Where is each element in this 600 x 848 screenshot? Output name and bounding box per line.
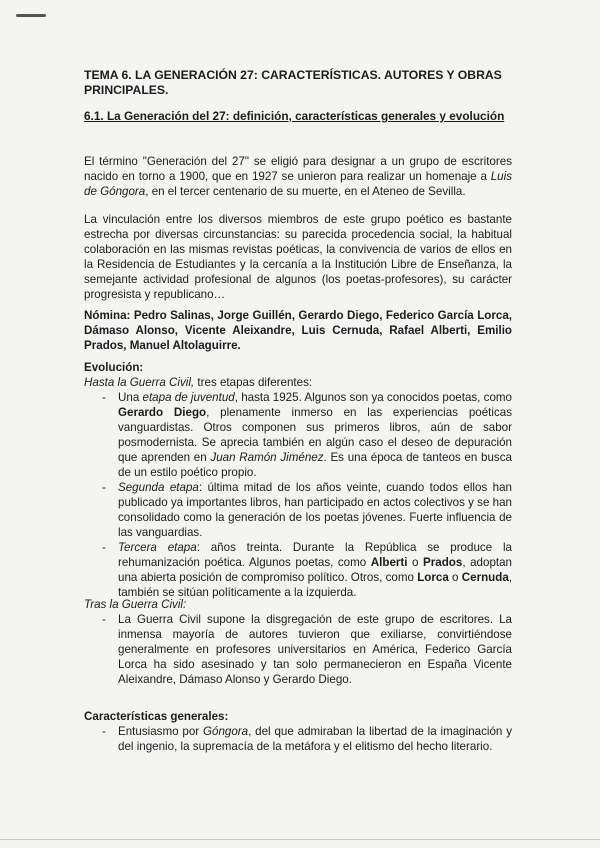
item-italic: Tercera etapa [118,541,197,554]
item-text: , plenamente inmerso en las experiencias poéticas vanguardistas. Otros componen sus primeros libros, aún de sabor posmodernista. Se aprecia también en algún caso el deseo de depuración que aprenden en [118,406,512,464]
caracteristicas-list [84,724,512,754]
scan-mark [16,14,46,17]
evolucion-list [84,390,512,600]
intro-p1-text: El término "Generación del 27" se eligió para designar a un grupo de escritores nacido en torno a 1900, que en 1927 se unieron para realizar un homenaje a [84,155,512,183]
item-italic: Segunda etapa [118,481,199,494]
item-text: , también se sitúan políticamente a la izquierda. [118,571,513,599]
list-dash: - [102,391,106,404]
intro-paragraph-2: La vinculación entre los diversos miembros de este grupo poético es bastante estrecha por diversas circunstancias: su parecida procedencia social, la habitual colaboración en las mismas revistas poéticas, la convivencia de varios de ellos en la Residencia de Estudiantes y la cercanía a la Institución Libre de Enseñanza, la semejante actividad profesional de algunos (los poetas-profesores), su carácter progresista y republicano… [84,213,512,301]
item-italic: etapa de juventud [142,391,235,404]
list-item [84,480,512,540]
list-dash: - [102,613,106,626]
item-text: : años treinta. Durante la República se produce la rehumanización poética. Algunos poetas, como [118,541,512,569]
nomina-paragraph: Nómina: Pedro Salinas, Jorge Guillén, Gerardo Diego, Federico García Lorca, Dámaso Alonso, Vicente Aleixandre, Luis Cernuda, Rafael Alberti, Emilio Prados, Manuel Altolaguirre. [84,309,512,352]
tras-list [84,612,512,687]
page-edge [0,839,600,840]
item-text: , del que admiraban la libertad de la imaginación y del ingenio, la supremacía de la metáfora y el elitismo del hecho literario. [118,725,512,753]
item-text: . Es una época de tanteos en busca de un estilo poético propio. [118,451,512,479]
section-title: 6.1. La Generación del 27: definición, características generales y evolución [84,109,505,123]
intro-p1-end: , en el tercer centenario de su muerte, en el Ateneo de Sevilla. [145,185,466,198]
list-item [84,540,512,600]
item-text: Entusiasmo por [118,725,203,738]
item-text: , hasta 1925. Algunos son ya conocidos poetas, como [234,391,512,404]
list-dash: - [102,541,106,554]
evolucion-subheading [84,375,312,390]
intro-paragraph-1 [84,154,512,199]
item-italic: Góngora [202,725,249,738]
subheading-rest: tres etapas diferentes: [194,376,313,389]
intro-p1-italic: Luis de Góngora [84,170,512,198]
subheading-italic: Hasta la Guerra Civil, [84,376,195,389]
item-bold: Cernuda [461,571,509,584]
list-item [84,390,512,480]
item-bold: Alberti [370,556,408,569]
item-text: : última mitad de los años veinte, cuando todos ellos han publicado ya importantes libros, han participado en actos colectivos y se han consolidado como la generación de los poetas jóvenes. Fuerte influencia de las vanguardias. [118,481,513,539]
list-dash: - [102,725,106,738]
item-text: o [448,571,462,584]
item-text: o [407,556,424,569]
caracteristicas-heading: Características generales: [84,710,229,723]
item-text: La Guerra Civil supone la disgregación de este grupo de escritores. La inmensa mayoría de autores tuvieron que exiliarse, convirtiéndose generalmente en profesores universitarios en América, Federico García Lorca ha sido asesinado y tan solo permanecieron en España Vicente Aleixandre, Dámaso Alonso y Gerardo Diego. [118,613,512,686]
item-italic: Juan Ramón Jiménez [210,451,324,464]
evolucion-heading: Evolución: [84,361,144,374]
list-item [84,612,512,687]
item-bold: Prados [423,556,463,569]
page-title: TEMA 6. LA GENERACIÓN 27: CARACTERÍSTICAS. AUTORES Y OBRAS PRINCIPALES. [84,68,502,97]
item-bold: Lorca [417,571,449,584]
list-dash: - [102,481,106,494]
list-item [84,724,512,754]
tras-heading: Tras la Guerra Civil: [84,598,187,611]
item-bold: Gerardo Diego [118,406,207,419]
item-text: , adoptan una abierta posición de compromiso político. Otros, como [118,556,513,584]
item-text: Una [118,391,143,404]
